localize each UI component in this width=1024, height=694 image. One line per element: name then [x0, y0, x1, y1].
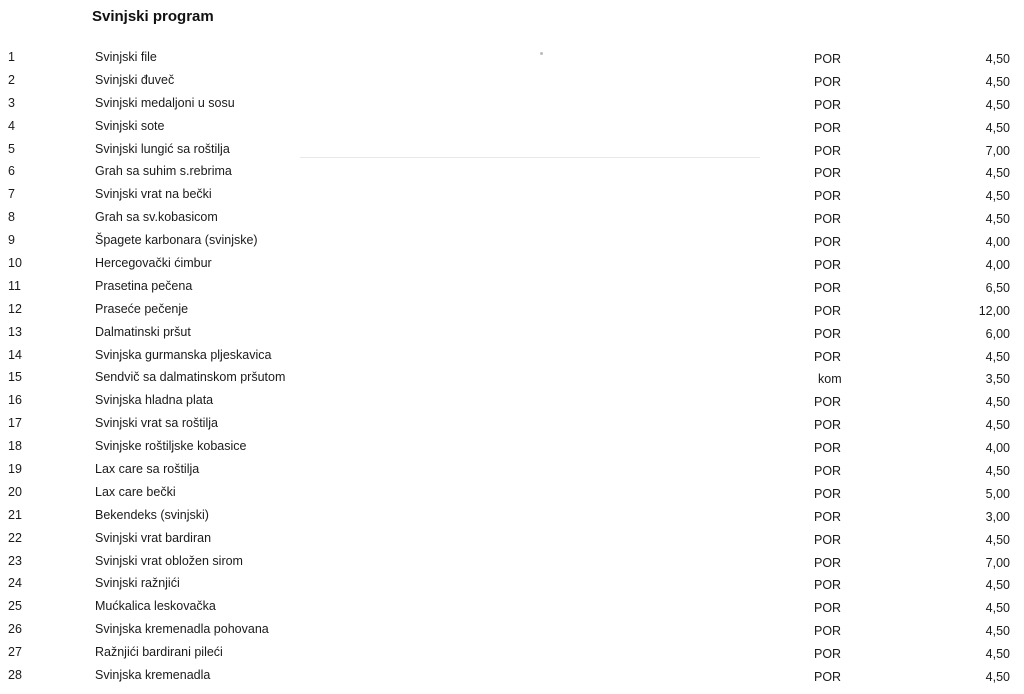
- item-price: 4,50: [985, 52, 1010, 66]
- item-name: Grah sa suhim s.rebrima: [95, 164, 232, 179]
- item-price: 4,50: [985, 349, 1010, 364]
- item-price: 4,50: [985, 601, 1010, 616]
- item-price: 6,00: [985, 326, 1010, 341]
- row-number: 25: [8, 599, 22, 614]
- item-name: Mućkalica leskovačka: [95, 599, 216, 614]
- table-row: [0, 230, 1024, 253]
- item-unit: POR: [814, 189, 842, 204]
- item-unit: POR: [814, 52, 842, 66]
- item-name: Svinjski lungić sa roštilja: [95, 141, 230, 156]
- item-name: Hercegovački ćimbur: [95, 256, 212, 271]
- row-number: 12: [8, 301, 22, 316]
- item-name: Svinjski vrat bardiran: [95, 530, 212, 545]
- item-unit: POR: [814, 601, 842, 616]
- row-number: 16: [8, 393, 22, 408]
- row-number: 3: [8, 95, 15, 110]
- item-unit: POR: [814, 97, 842, 112]
- item-name: Svinjski sote: [95, 118, 165, 133]
- row-number: 5: [8, 141, 15, 156]
- item-name: Svinjska kremenadla pohovana: [95, 622, 269, 637]
- row-number: 8: [8, 210, 15, 225]
- item-price: 4,50: [985, 120, 1010, 135]
- row-number: 17: [8, 416, 22, 431]
- item-price: 4,50: [985, 395, 1010, 410]
- item-unit: POR: [814, 258, 842, 273]
- row-number: 10: [8, 256, 22, 271]
- item-unit: POR: [814, 647, 842, 662]
- row-number: 1: [8, 50, 15, 64]
- item-price: 3,00: [985, 509, 1010, 524]
- item-price: 4,50: [985, 647, 1010, 662]
- table-row: [0, 573, 1024, 596]
- row-number: 22: [8, 530, 22, 545]
- item-price: 4,00: [985, 235, 1010, 250]
- item-price: 4,50: [985, 74, 1010, 89]
- item-unit: POR: [814, 212, 842, 227]
- item-unit: POR: [814, 624, 842, 639]
- table-row: [0, 276, 1024, 299]
- item-unit: kom: [818, 372, 842, 387]
- item-price: 4,50: [985, 670, 1010, 685]
- table-row: [0, 642, 1024, 665]
- row-number: 24: [8, 576, 22, 591]
- table-row: [0, 528, 1024, 551]
- table-row: [0, 551, 1024, 574]
- item-price: 4,50: [985, 464, 1010, 479]
- item-name: Lax care bečki: [95, 484, 176, 499]
- item-price: 4,50: [985, 532, 1010, 547]
- item-name: Praseće pečenje: [95, 301, 189, 316]
- item-unit: POR: [814, 120, 842, 135]
- item-price: 5,00: [985, 486, 1010, 501]
- row-number: 19: [8, 462, 22, 477]
- table-row: [0, 161, 1024, 184]
- item-unit: POR: [814, 280, 842, 295]
- item-name: Svinjski đuveč: [95, 72, 175, 87]
- row-number: 9: [8, 233, 15, 248]
- item-price: 6,50: [985, 280, 1010, 295]
- item-unit: POR: [814, 532, 842, 547]
- row-number: 4: [8, 118, 15, 133]
- item-name: Špagete karbonara (svinjske): [95, 233, 258, 248]
- table-row: [0, 93, 1024, 116]
- item-unit: POR: [814, 303, 842, 318]
- table-row: [0, 70, 1024, 93]
- row-number: 21: [8, 507, 22, 522]
- item-name: Svinjski vrat obložen sirom: [95, 553, 243, 568]
- item-price: 7,00: [985, 555, 1010, 570]
- item-unit: POR: [814, 418, 842, 433]
- row-number: 13: [8, 324, 22, 339]
- item-unit: POR: [814, 235, 842, 250]
- item-unit: POR: [814, 166, 842, 181]
- page-title: Svinjski program: [92, 8, 214, 25]
- row-number: 23: [8, 553, 22, 568]
- item-unit: POR: [814, 464, 842, 479]
- item-price: 4,50: [985, 166, 1010, 181]
- item-name: Lax care sa roštilja: [95, 462, 200, 477]
- item-price: 7,00: [985, 143, 1010, 158]
- item-name: Svinjski file: [95, 50, 157, 64]
- row-number: 18: [8, 439, 22, 454]
- table-row: [0, 139, 1024, 162]
- item-unit: POR: [814, 670, 842, 685]
- item-price: 4,50: [985, 212, 1010, 227]
- table-row: [0, 47, 1024, 70]
- row-number: 6: [8, 164, 15, 179]
- table-row: [0, 619, 1024, 642]
- table-row: [0, 207, 1024, 230]
- table-row: [0, 367, 1024, 390]
- table-row: [0, 345, 1024, 368]
- item-name: Prasetina pečena: [95, 278, 193, 293]
- table-row: [0, 665, 1024, 688]
- item-price: 4,50: [985, 189, 1010, 204]
- table-row: [0, 322, 1024, 345]
- item-name: Ražnjići bardirani pileći: [95, 645, 223, 660]
- table-row: [0, 459, 1024, 482]
- table-row: [0, 413, 1024, 436]
- table-row: [0, 253, 1024, 276]
- item-price: 12,00: [978, 303, 1010, 318]
- row-number: 15: [8, 370, 22, 385]
- table-row: [0, 390, 1024, 413]
- table-row: [0, 184, 1024, 207]
- item-price: 3,50: [985, 372, 1010, 387]
- table-row: [0, 482, 1024, 505]
- item-unit: POR: [814, 349, 842, 364]
- item-name: Grah sa sv.kobasicom: [95, 210, 218, 225]
- row-number: 27: [8, 645, 22, 660]
- item-name: Svinjska hladna plata: [95, 393, 214, 408]
- menu-table: [0, 47, 1024, 688]
- item-price: 4,50: [985, 418, 1010, 433]
- item-unit: POR: [814, 395, 842, 410]
- item-price: 4,00: [985, 441, 1010, 456]
- item-name: Svinjska gurmanska pljeskavica: [95, 347, 272, 362]
- table-row: [0, 596, 1024, 619]
- table-row: [0, 116, 1024, 139]
- table-row: [0, 436, 1024, 459]
- item-unit: POR: [814, 143, 842, 158]
- item-name: Svinjske roštiljske kobasice: [95, 439, 247, 454]
- item-price: 4,50: [985, 97, 1010, 112]
- row-number: 28: [8, 668, 22, 683]
- item-unit: POR: [814, 74, 842, 89]
- item-unit: POR: [814, 486, 842, 501]
- row-number: 7: [8, 187, 15, 202]
- item-price: 4,50: [985, 624, 1010, 639]
- table-row: [0, 299, 1024, 322]
- item-name: Sendvič sa dalmatinskom pršutom: [95, 370, 286, 385]
- item-price: 4,00: [985, 258, 1010, 273]
- item-unit: POR: [814, 509, 842, 524]
- row-number: 26: [8, 622, 22, 637]
- item-name: Svinjski ražnjići: [95, 576, 180, 591]
- item-name: Svinjska kremenadla: [95, 668, 211, 683]
- item-name: Bekendeks (svinjski): [95, 507, 209, 522]
- item-name: Svinjski vrat na bečki: [95, 187, 212, 202]
- item-unit: POR: [814, 326, 842, 341]
- row-number: 2: [8, 72, 15, 87]
- item-price: 4,50: [985, 578, 1010, 593]
- item-unit: POR: [814, 555, 842, 570]
- row-number: 11: [8, 278, 21, 293]
- row-number: 20: [8, 484, 22, 499]
- item-name: Svinjski medaljoni u sosu: [95, 95, 235, 110]
- item-name: Dalmatinski pršut: [95, 324, 191, 339]
- item-unit: POR: [814, 578, 842, 593]
- row-number: 14: [8, 347, 22, 362]
- item-unit: POR: [814, 441, 842, 456]
- table-row: [0, 505, 1024, 528]
- item-name: Svinjski vrat sa roštilja: [95, 416, 218, 431]
